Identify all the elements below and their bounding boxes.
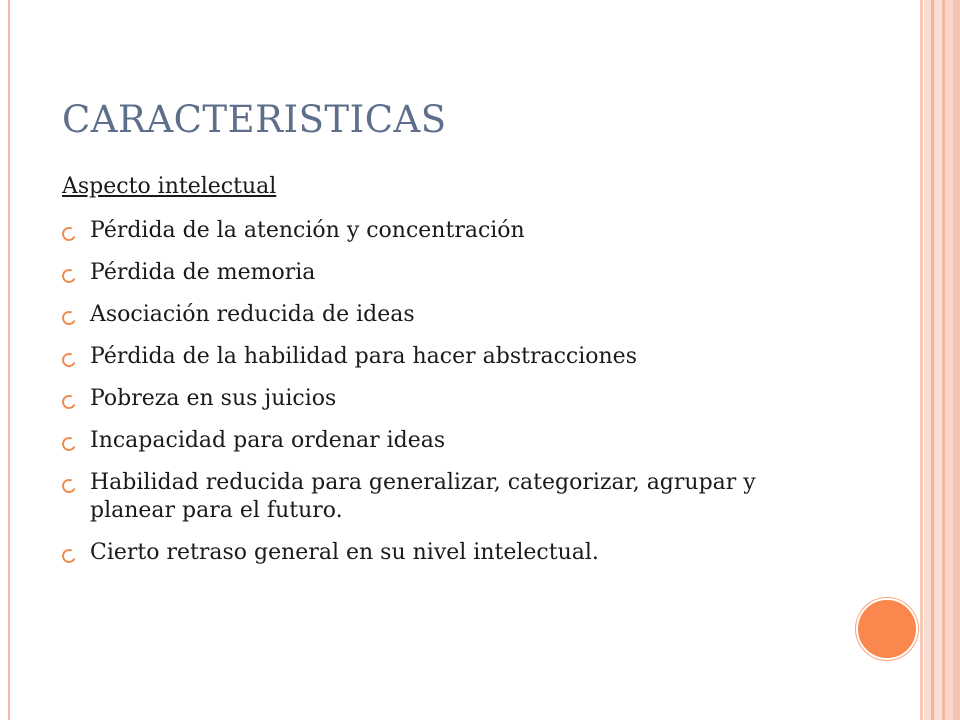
right-decorative-stripe	[945, 0, 953, 720]
left-decorative-rule	[8, 0, 10, 720]
bullet-list	[62, 217, 832, 581]
bullet-item	[62, 259, 832, 287]
right-decorative-stripe	[920, 0, 923, 720]
bullet-text: Pobreza en sus juicios	[90, 386, 337, 411]
bullet-item	[62, 427, 832, 455]
bullet-text: Pérdida de la atención y concentración	[90, 218, 525, 243]
bullet-item	[62, 301, 832, 329]
bullet-text: Pérdida de memoria	[90, 260, 316, 285]
bullet-text: Pérdida de la habilidad para hacer abstracciones	[90, 344, 637, 369]
orange-ring-bullet-icon	[60, 547, 78, 565]
orange-ring-bullet-icon	[60, 477, 78, 495]
orange-ring-bullet-icon	[60, 225, 78, 243]
bullet-text: Incapacidad para ordenar ideas	[90, 428, 446, 453]
bullet-item	[62, 343, 832, 371]
orange-ring-bullet-icon	[60, 351, 78, 369]
slide-title: CARACTERISTICAS	[62, 98, 447, 141]
orange-ring-bullet-icon	[60, 267, 78, 285]
section-subheading: Aspecto intelectual	[62, 174, 277, 199]
bullet-text: Cierto retraso general en su nivel intelectual.	[90, 540, 599, 565]
bullet-item	[62, 539, 832, 567]
bullet-item	[62, 217, 832, 245]
right-decorative-stripe	[924, 0, 931, 720]
bullet-text: Asociación reducida de ideas	[90, 302, 415, 327]
right-decorative-stripe	[934, 0, 942, 720]
bullet-item	[62, 469, 832, 525]
right-decorative-stripe	[953, 0, 960, 720]
orange-circle-decoration	[856, 598, 918, 660]
orange-ring-bullet-icon	[60, 309, 78, 327]
bullet-item	[62, 385, 832, 413]
orange-ring-bullet-icon	[60, 393, 78, 411]
orange-ring-bullet-icon	[60, 435, 78, 453]
bullet-text: Habilidad reducida para generalizar, categorizar, agrupar y planear para el futuro.	[90, 470, 756, 523]
